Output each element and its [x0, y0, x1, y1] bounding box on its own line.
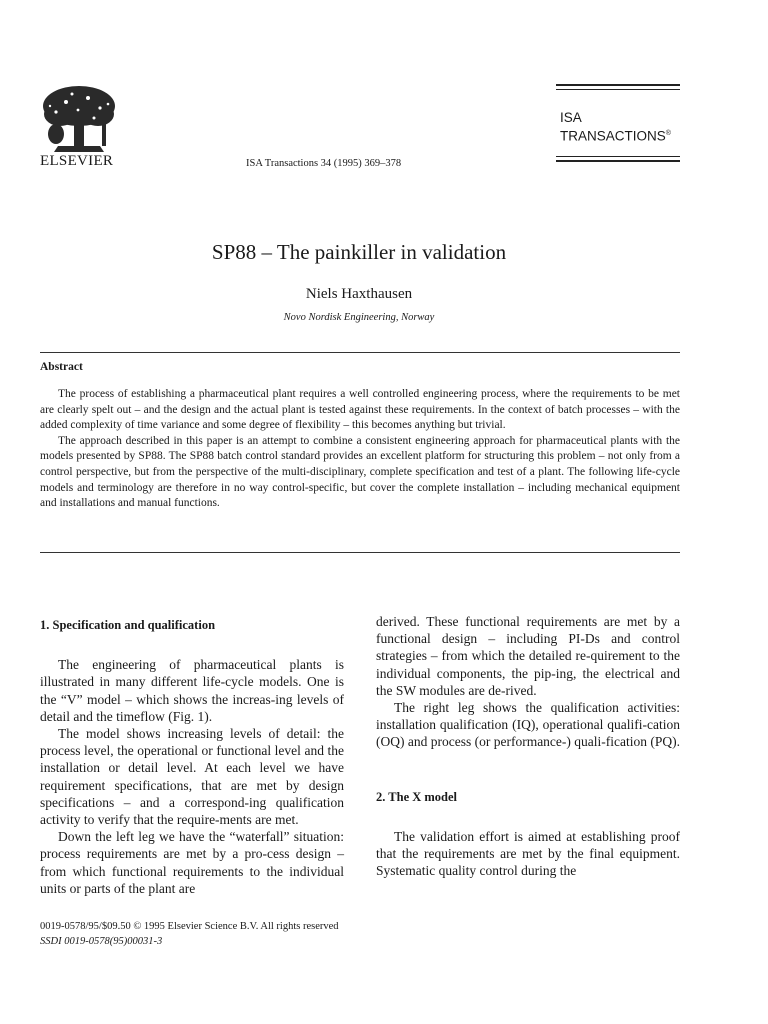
body-paragraph: The model shows increasing levels of detail: the process level, the operational or functional level and the installation or detail level. At each level we have requirement specifications, that are met by design specifications – and a correspond-ing qualification activity to verify that the require-ments are met. [40, 726, 344, 828]
publisher-name: ELSEVIER [40, 153, 114, 169]
abstract-paragraph: The approach described in this paper is an attempt to combine a consistent engineering approach for pharmaceutical plants with the models presented by SP88. The SP88 batch control standard provides an excellent platform for structuring this problem – not only from a control perspective, but from the perspective of the multi-disciplinary, complete specification and test of a plant. The following life-cycle models and terminology are therefore in no way control-specific, but cover the complete installation – including mechanical equipment and installations and manual functions. [40, 434, 680, 510]
right-column [376, 613, 680, 879]
journal-name [560, 110, 671, 145]
body-paragraph: Down the left leg we have the “waterfall” situation: process requirements are met by a pro-cess design – from which functional requirements to the individual units or parts of the plant are [40, 829, 344, 896]
registered-mark: ® [665, 130, 671, 137]
body-paragraph: The engineering of pharmaceutical plants is illustrated in many different life-cycle models. One is the “V” model – which shows the increas-ing levels of detail and the timeflow (Fig. 1). [40, 657, 344, 724]
abstract-paragraph: The process of establishing a pharmaceutical plant requires a well controlled engineering process, where the requirements to be met are clearly spelt out – and the design and the actual plant is tested against these requirements. In the context of batch processes – with the added complexity of time variance and some degree of flexibility – this becomes anything but trivial. [40, 388, 680, 432]
author-name: Niels Haxthausen [305, 286, 413, 302]
copyright-line: 0019-0578/95/$09.50 © 1995 Elsevier Science B.V. All rights reserved [40, 921, 339, 932]
abstract-body [40, 387, 680, 512]
journal-name-line1: ISA [560, 110, 582, 125]
ssdi-line: SSDI 0019-0578(95)00031-3 [40, 936, 163, 947]
body-paragraph: The validation effort is aimed at establishing proof that the requirements are met by the final equipment. Systematic quality control during the [376, 828, 680, 879]
isa-top-rule [556, 84, 680, 86]
isa-top-rule-thin [556, 89, 680, 90]
body-paragraph: derived. These functional requirements are met by a functional design – including PI-Ds and control strategies – from which the detailed re-quirement to the individual components, the pip-ing, the electrical and the SW modules are de-rived. [376, 614, 680, 698]
abstract-top-rule [40, 352, 680, 353]
section-2-heading: 2. The X model [376, 789, 458, 804]
article-title: SP88 – The painkiller in validation [211, 240, 507, 264]
abstract-heading: Abstract [40, 361, 83, 373]
journal-name-line2-wrap [560, 126, 671, 145]
journal-name-line2: TRANSACTIONS [560, 128, 666, 144]
abstract-bottom-rule [40, 552, 680, 553]
isa-bottom-rule [556, 160, 680, 162]
body-paragraph: The right leg shows the qualification activities: installation qualification (IQ), operational qualifi-cation (OQ) and process (or performance-) quali-fication (PQ). [376, 700, 681, 750]
left-column [40, 617, 344, 897]
journal-citation: ISA Transactions 34 (1995) 369–378 [246, 158, 402, 169]
section-1-heading: 1. Specification and qualification [40, 618, 216, 632]
isa-bottom-rule-thin [556, 156, 680, 157]
elsevier-tree-logo [38, 84, 120, 154]
author-affiliation: Novo Nordisk Engineering, Norway [283, 312, 435, 323]
footer [40, 919, 339, 949]
